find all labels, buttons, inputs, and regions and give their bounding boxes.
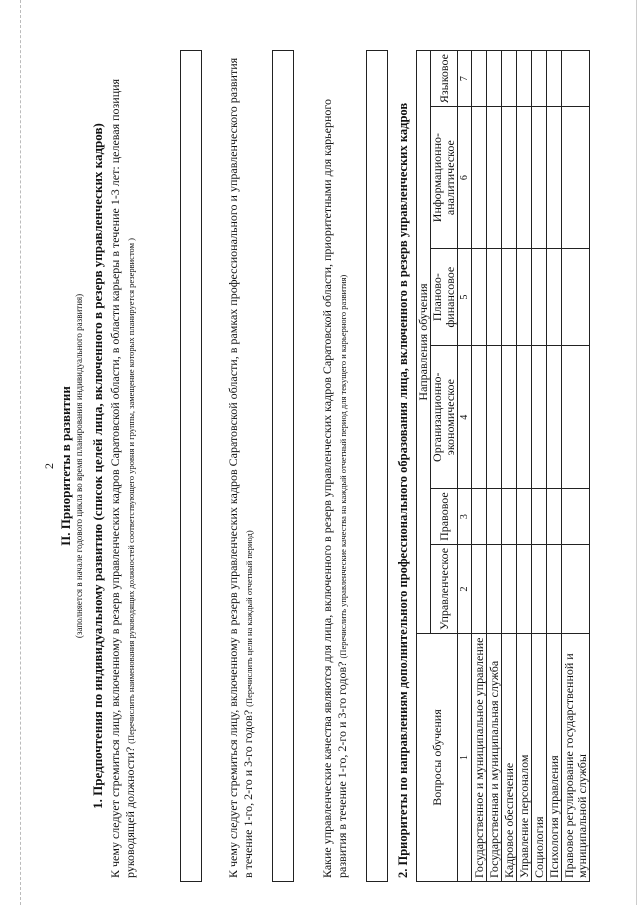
table-cell[interactable]: [487, 544, 502, 633]
table-cell[interactable]: [547, 51, 562, 107]
column-number: 2: [458, 544, 472, 633]
rotated-page-content: [40, 50, 600, 882]
header-direction: Языковое: [431, 51, 458, 107]
table-cell[interactable]: [517, 107, 532, 249]
table-row: [502, 51, 517, 882]
table-row: [472, 51, 487, 882]
table-cell[interactable]: [472, 544, 487, 633]
table-cell[interactable]: [562, 489, 590, 545]
page-edge-right: [636, 0, 637, 905]
table-cell[interactable]: [517, 249, 532, 346]
table-cell[interactable]: [502, 544, 517, 633]
table-cell[interactable]: [502, 51, 517, 107]
table-cell[interactable]: [487, 346, 502, 489]
table-cell[interactable]: [517, 489, 532, 545]
table-cell[interactable]: [502, 489, 517, 545]
table-cell[interactable]: [472, 107, 487, 249]
table-row: [547, 51, 562, 882]
question-text: Какие управленческие качества являются для лица, включенного в резерв управленческих кадров Саратовской области, приоритетными для карьерного развития в течение 1-го, 2-го и 3-го годов?: [320, 98, 349, 878]
header-direction: Информационно-аналитическое: [431, 107, 458, 249]
question-text: К чему следует стремиться лицу, включенному в резерв управленческих кадров Саратовской области, в рамках профессионального и управленческого развития в течение 1-го, 2-го и 3-го годов?: [226, 57, 255, 878]
table-cell[interactable]: [562, 249, 590, 346]
section-subtitle: (заполняется в начале годового цикла во время планирования индивидуального развития): [74, 293, 84, 639]
question-management-qualities: [320, 54, 351, 878]
page-edge-left: [20, 0, 21, 905]
row-topic: Социология: [532, 634, 547, 882]
row-topic: Правовое регулирование государственной и муниципальной службы: [562, 634, 590, 882]
column-number: 4: [458, 346, 472, 489]
table-cell[interactable]: [487, 107, 502, 249]
row-topic: Психология управления: [547, 634, 562, 882]
table-cell[interactable]: [532, 51, 547, 107]
answer-box-management-qualities[interactable]: [366, 50, 388, 882]
table-cell[interactable]: [517, 51, 532, 107]
table-cell[interactable]: [532, 489, 547, 545]
table-cell[interactable]: [532, 249, 547, 346]
question-note: (Перечислить управленческие качества на каждый отчетный период для текущего и карьерного развития): [338, 274, 348, 659]
table-cell[interactable]: [472, 489, 487, 545]
table-cell[interactable]: [487, 51, 502, 107]
table-cell[interactable]: [562, 544, 590, 633]
table-row: [532, 51, 547, 882]
question-note: (Перечислить цели на каждый отчетный период): [244, 530, 254, 707]
table-row: [487, 51, 502, 882]
table-cell[interactable]: [547, 544, 562, 633]
answer-box-development-goals[interactable]: [272, 50, 294, 882]
table-cell[interactable]: [517, 544, 532, 633]
table-cell[interactable]: [562, 51, 590, 107]
table-cell[interactable]: [532, 107, 547, 249]
table-cell[interactable]: [547, 346, 562, 489]
question-text: К чему следует стремиться лицу, включенному в резерв управленческих кадров Саратовской области, в области карьеры в течение 1-3 лет: целевая позиция руководящей должности?: [108, 78, 137, 878]
header-direction: Управленческое: [431, 544, 458, 633]
column-number: 3: [458, 489, 472, 545]
table-cell[interactable]: [502, 249, 517, 346]
table-cell[interactable]: [547, 489, 562, 545]
header-direction: Организационно-экономическое: [431, 346, 458, 489]
column-number: 1: [458, 634, 472, 882]
column-number: 5: [458, 249, 472, 346]
part2-heading: 2. Приоритеты по направлениям дополнительного профессионального образования лица, включенного в резерв управленческих кадров: [396, 102, 410, 878]
answer-box-career-target[interactable]: [180, 50, 202, 882]
table-cell[interactable]: [532, 346, 547, 489]
table-cell[interactable]: [472, 346, 487, 489]
page-number: 2: [42, 463, 56, 469]
table-cell[interactable]: [487, 249, 502, 346]
table-cell[interactable]: [517, 346, 532, 489]
table-cell[interactable]: [487, 489, 502, 545]
column-number: 7: [458, 51, 472, 107]
table-cell[interactable]: [502, 346, 517, 489]
table-header-row: [417, 51, 431, 882]
question-note: (Перечислить наименования руководящих должностей соответствующего уровня и группы, замещение которых планируется резервистом ): [126, 238, 136, 744]
table-cell[interactable]: [562, 346, 590, 489]
table-cell[interactable]: [502, 107, 517, 249]
header-direction: Планово-финансовое: [431, 249, 458, 346]
table-cell[interactable]: [562, 107, 590, 249]
header-directions: Направления обучения: [417, 51, 431, 634]
header-direction: Правовое: [431, 489, 458, 545]
row-topic: Государственное и муниципальное управление: [472, 634, 487, 882]
column-numbers-row: [458, 51, 472, 882]
header-questions: Вопросы обучения: [417, 634, 458, 882]
row-topic: Управление персоналом: [517, 634, 532, 882]
row-topic: Кадровое обеспечение: [502, 634, 517, 882]
table-cell[interactable]: [472, 51, 487, 107]
training-priorities-table: [416, 50, 590, 882]
table-cell[interactable]: [472, 249, 487, 346]
table-row: [562, 51, 590, 882]
part1-heading: 1. Предпочтения по индивидуальному развитию (список целей лица, включенного в резерв управленческих кадров): [90, 123, 105, 809]
row-topic: Государственная и муниципальная служба: [487, 634, 502, 882]
table-cell[interactable]: [532, 544, 547, 633]
table-cell[interactable]: [547, 249, 562, 346]
section-title: II. Приоритеты в развитии: [58, 386, 73, 546]
table-row: [517, 51, 532, 882]
table-cell[interactable]: [547, 107, 562, 249]
column-number: 6: [458, 107, 472, 249]
question-development-goals: [226, 54, 257, 878]
question-career-target: [108, 54, 139, 878]
